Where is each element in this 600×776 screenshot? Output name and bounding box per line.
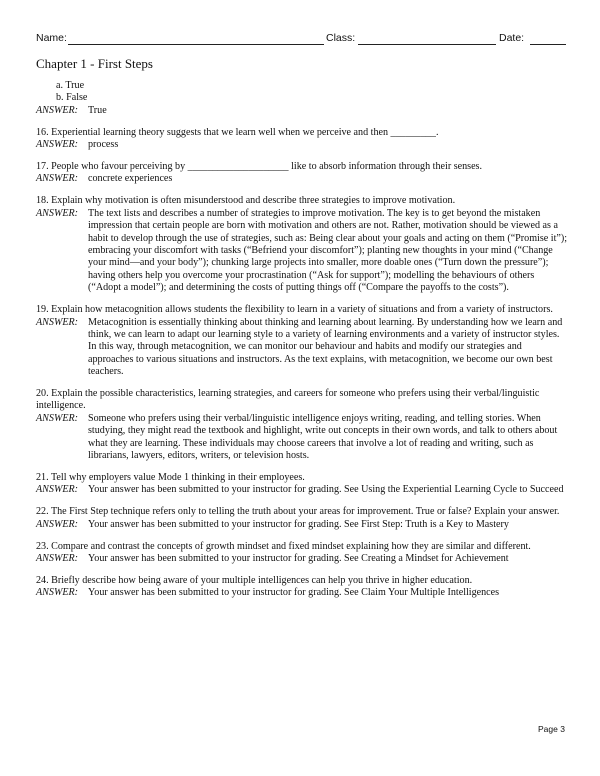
question-text: 17. People who favour perceiving by ____________________ like to absorb information through their senses.: [36, 161, 483, 173]
answer-row: [36, 139, 568, 151]
question-list: [36, 80, 568, 600]
answer-row: [36, 173, 568, 185]
answer-row: [36, 587, 568, 599]
answer-label: ANSWER:: [36, 316, 79, 328]
answer-label: ANSWER:: [36, 412, 79, 424]
class-line[interactable]: [358, 44, 496, 45]
answer-row: [36, 519, 568, 531]
answer-row: [36, 553, 568, 565]
question-block-17: [36, 161, 568, 186]
answer-label: ANSWER:: [36, 173, 79, 185]
answer-label: ANSWER:: [36, 139, 79, 151]
question-text: 20. Explain the possible characteristics, learning strategies, and careers for someone who prefers using their verbal/linguistic intelligence.: [36, 388, 540, 412]
answer-text: Someone who prefers using their verbal/linguistic intelligence enjoys writing, reading, and telling stories. When studying, they might read the textbook and highlight, write out concepts in their own words, and talk to others about what they are learning. These individuals may choose careers that involve a lot of reading and writing, such as librarians, lawyers, editors, writers, or television hosts.: [88, 412, 558, 462]
option-false: b. False: [56, 92, 88, 104]
chapter-title: Chapter 1 - First Steps: [36, 56, 153, 71]
question-block-16: [36, 127, 568, 152]
answer-text: process: [88, 139, 119, 151]
question-text: 23. Compare and contrast the concepts of growth mindset and fixed mindset explaining how they are similar and different.: [36, 540, 531, 552]
answer-text: concrete experiences: [88, 173, 173, 185]
question-text: 21. Tell why employers value Mode 1 thinking in their employees.: [36, 471, 305, 483]
answer-text: Your answer has been submitted to your instructor for grading. See Using the Experiential Learning Cycle to Succeed: [88, 484, 564, 496]
name-line[interactable]: [68, 44, 324, 45]
answer-label: ANSWER:: [36, 553, 79, 564]
question-block-20: [36, 388, 568, 462]
answer-label: ANSWER:: [36, 207, 79, 219]
answer-text: Your answer has been submitted to your instructor for grading. See Creating a Mindset for Achievement: [88, 553, 509, 564]
question-text: 18. Explain why motivation is often misunderstood and describe three strategies to improve motivation.: [36, 195, 456, 207]
answer-label: ANSWER:: [36, 104, 79, 116]
answer-text: Your answer has been submitted to your instructor for grading. See First Step: Truth is a Key to Mastery: [88, 518, 509, 530]
question-text: 16. Experiential learning theory suggests that we learn well when we perceive and then _________.: [36, 126, 439, 138]
date-line[interactable]: [530, 44, 566, 45]
answer-text: Your answer has been submitted to your instructor for grading. See Claim Your Multiple Intelligences: [88, 587, 500, 599]
question-text: 22. The First Step technique refers only to telling the truth about your areas for improvement. True or false? Explain your answer.: [36, 506, 560, 518]
question-block-15: [36, 80, 568, 117]
name-label: Name:: [36, 32, 67, 44]
answer-label: ANSWER:: [36, 587, 79, 599]
option-true: a. True: [56, 80, 85, 91]
answer-text: True: [88, 104, 107, 116]
question-block-24: [36, 575, 568, 600]
answer-row: [36, 413, 568, 463]
question-block-23: [36, 541, 568, 566]
answer-label: ANSWER:: [36, 518, 79, 530]
answer-row: [36, 105, 568, 117]
question-block-22: [36, 506, 568, 531]
answer-row: [36, 484, 568, 496]
answer-row: [36, 317, 568, 379]
page-number: Page 3: [538, 724, 565, 734]
answer-row: [36, 208, 568, 295]
class-label: Class:: [326, 32, 356, 44]
answer-text: The text lists and describes a number of strategies to improve motivation. The key is to get beyond the mistaken impression that certain people are born with motivation and others are not. Rather, motivation should be viewed as a habit to develop through the use of strategies, such as: Being clear about your goals and acting on them (“Promise it”); embracing your discomfort with tasks (“Befriend your discomfort”); planting new thoughts in your mind (“Change your mind—and your body”); chunking large projects into smaller, more doable ones (“Turn down the pressure”); having others help you overcome your procrastination (“Ask for support”); modelling the behaviours of others (“Adopt a model”); and determining the costs of putting things off (“Compare the payoffs to the costs”).: [88, 207, 568, 294]
answer-text: Metacognition is essentially thinking about thinking and learning about learning. By understanding how we learn and think, we can learn to adapt our learning style to a variety of learning environments and a variety of instructor styles. In this way, through metacognition, we can monitor our behaviour and habits and modify our strategies and approaches to various situations and instructors. As the text explains, with metacognition, we become our own best teachers.: [88, 316, 563, 378]
question-text: 19. Explain how metacognition allows students the flexibility to learn in a variety of situations and from a variety of instructors.: [36, 304, 553, 316]
question-block-19: [36, 304, 568, 378]
answer-label: ANSWER:: [36, 484, 79, 496]
question-block-18: [36, 195, 568, 294]
question-block-21: [36, 472, 568, 497]
date-label: Date:: [499, 32, 525, 44]
question-text: 24. Briefly describe how being aware of your multiple intelligences can help you thrive in higher education.: [36, 574, 473, 586]
